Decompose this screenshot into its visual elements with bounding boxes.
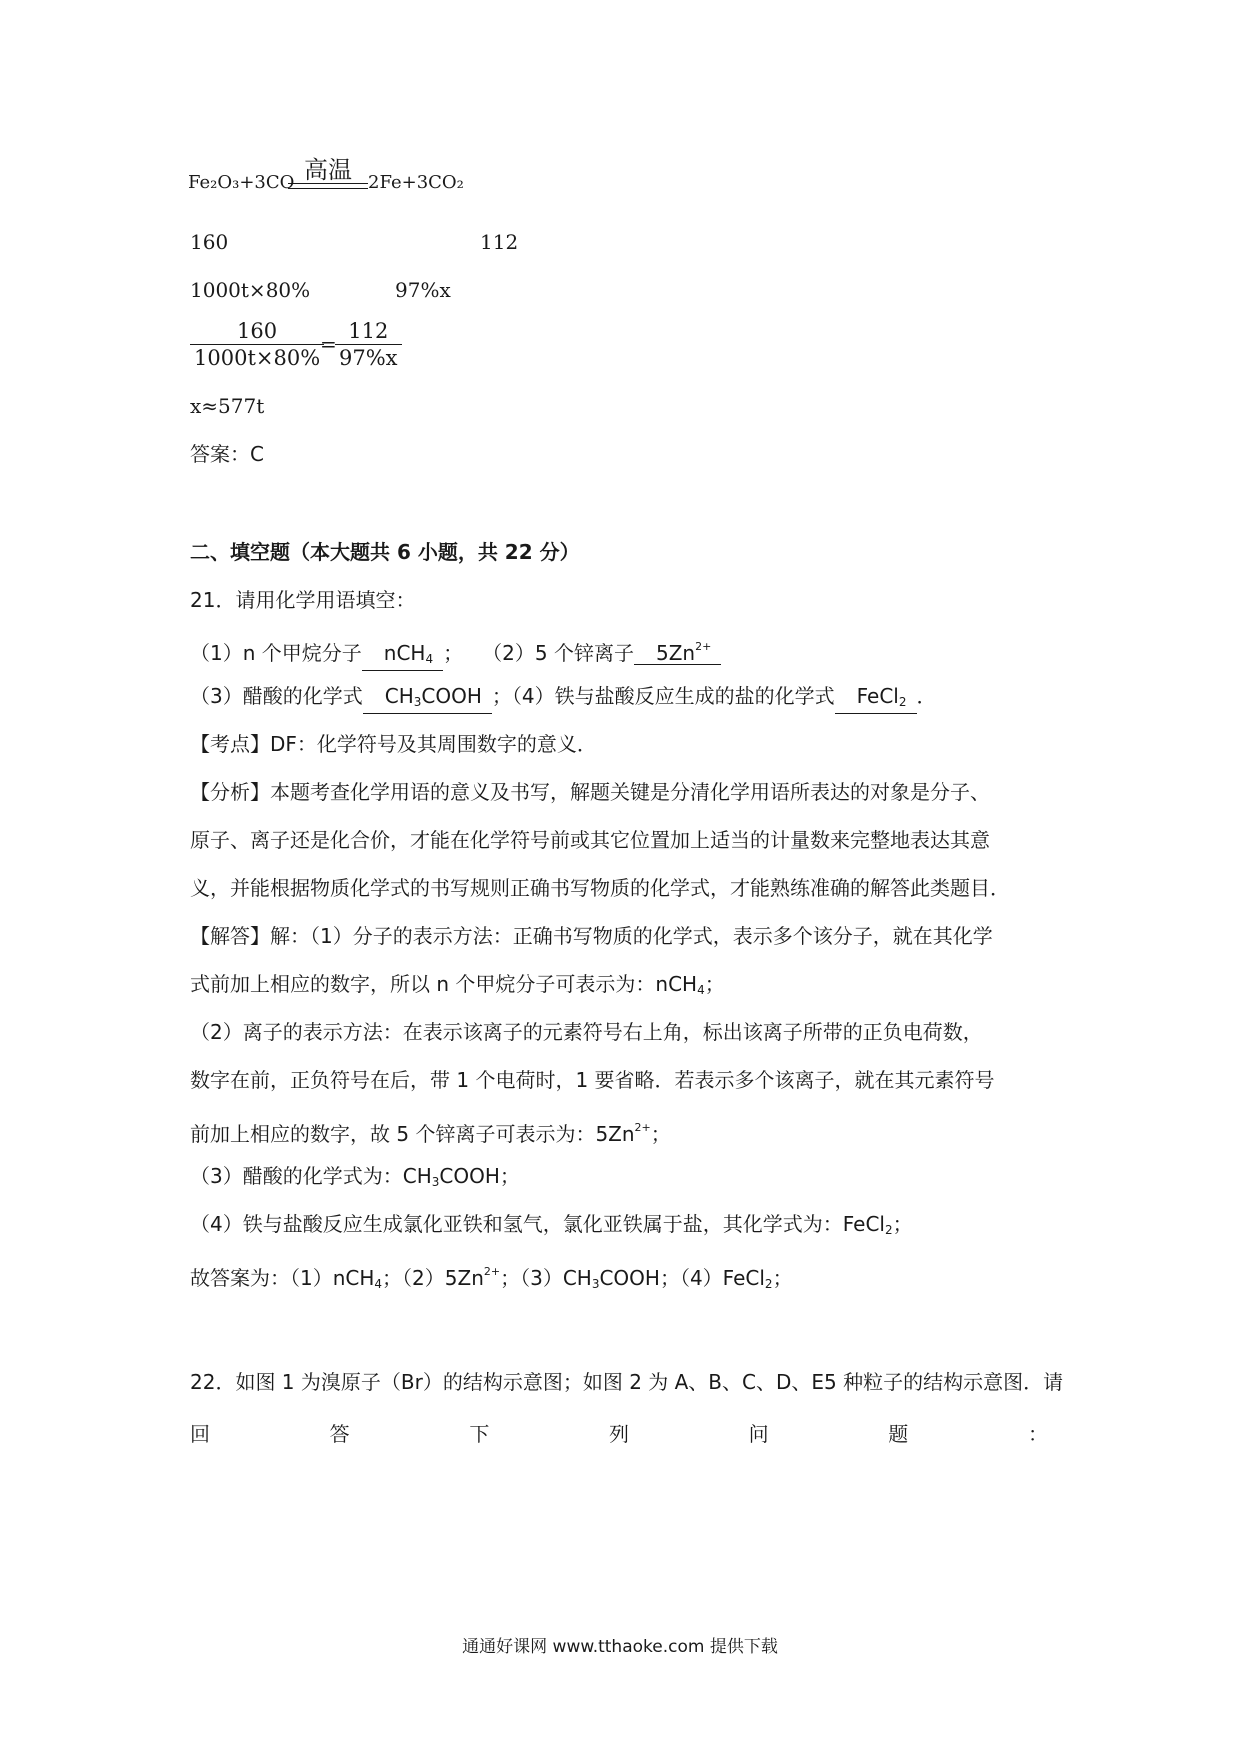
fraction-left bbox=[190, 318, 324, 371]
q21-p1-answer-blank bbox=[362, 642, 443, 671]
q21-jieda-5-end: ； bbox=[650, 1122, 671, 1146]
final-b: ；（2）5Zn bbox=[382, 1266, 484, 1290]
final-a: 故答案为：（1）nCH bbox=[190, 1266, 375, 1290]
q21-p4-answer: FeCl bbox=[856, 684, 899, 708]
q21-jieda-6 bbox=[190, 1164, 520, 1194]
q21-line-1 bbox=[190, 636, 721, 671]
q22-stem: 22．如图 1 为溴原子（Br）的结构示意图；如图 2 为 A、B、C、D、E5 种粒子的结构示意图．请 bbox=[190, 1370, 1064, 1394]
q21-fenxi-1: 【分析】本题考查化学用语的意义及书写，解题关键是分清化学用语所表达的对象是分子、 bbox=[190, 780, 990, 804]
q21-p4-answer-sub: 2 bbox=[898, 695, 907, 709]
q21-final-answer bbox=[190, 1260, 793, 1296]
q21-jieda-7 bbox=[190, 1212, 913, 1242]
fraction-left-denominator: 1000t×80% bbox=[190, 344, 324, 371]
q21-p1-answer-sub: 4 bbox=[425, 652, 434, 666]
answer-line: 答案：C bbox=[190, 442, 264, 466]
q21-p3-answer-b: COOH bbox=[421, 684, 482, 708]
q22-char: 回 bbox=[190, 1422, 210, 1446]
fraction-right bbox=[335, 318, 402, 371]
reaction-equation bbox=[188, 150, 488, 200]
q21-p4-answer-blank bbox=[835, 685, 917, 714]
q21-jieda-2-sub: 4 bbox=[697, 983, 705, 997]
ratio-row1-b: 112 bbox=[480, 230, 519, 254]
q21-p4-end: ． bbox=[916, 684, 937, 708]
final-d: COOH；（4）FeCl bbox=[599, 1266, 765, 1290]
q21-jieda-5-sup: 2+ bbox=[634, 1121, 651, 1134]
ratio-row-1 bbox=[190, 230, 519, 254]
fraction-equation bbox=[190, 318, 430, 378]
q21-jieda-6-tail: COOH； bbox=[439, 1164, 520, 1188]
final-s2: 2+ bbox=[483, 1265, 501, 1278]
q22-char: 列 bbox=[608, 1422, 629, 1446]
equation-condition: 高温 bbox=[304, 156, 352, 184]
q21-p2-answer-blank bbox=[634, 636, 721, 665]
q21-line-2 bbox=[190, 684, 937, 714]
q21-p3-answer-sub: 3 bbox=[413, 695, 422, 709]
ratio-row2-a: 1000t×80% bbox=[190, 278, 311, 302]
q21-jieda-4: 数字在前，正负符号在后，带 1 个电荷时，1 要省略．若表示多个该离子，就在其元素符号 bbox=[190, 1068, 995, 1092]
final-e: ； bbox=[772, 1266, 793, 1290]
q22-char: ： bbox=[1027, 1422, 1048, 1446]
q21-p2-answer: 5Zn bbox=[655, 641, 696, 665]
q21-p2-answer-sup: 2+ bbox=[695, 640, 712, 653]
q22-char: 答 bbox=[329, 1422, 350, 1446]
equation-double-line bbox=[288, 183, 368, 189]
final-s3: 3 bbox=[591, 1277, 600, 1291]
q21-p3-answer-blank bbox=[363, 685, 492, 714]
q21-kaodian: 【考点】DF：化学符号及其周围数字的意义． bbox=[190, 732, 597, 756]
q21-p3-answer-a: CH bbox=[384, 684, 414, 708]
q21-p4-prefix: （4）铁与盐酸反应生成的盐的化学式 bbox=[511, 684, 835, 708]
q21-jieda-5-text: 前加上相应的数字，故 5 个锌离子可表示为：5Zn bbox=[190, 1122, 635, 1146]
section-title: 二、填空题（本大题共 6 小题，共 22 分） bbox=[190, 540, 580, 564]
q22-line-2 bbox=[190, 1418, 1048, 1447]
fraction-equals: = bbox=[320, 332, 337, 356]
q21-jieda-1: 【解答】解：（1）分子的表示方法：正确书写物质的化学式，表示多个该分子，就在其化学 bbox=[190, 924, 993, 948]
q21-p1-answer: nCH bbox=[383, 641, 426, 665]
q21-jieda-7-sub: 2 bbox=[884, 1223, 893, 1237]
equation-right: 2Fe+3CO₂ bbox=[368, 172, 464, 193]
footer: 通通好课网 www.tthaoke.com 提供下载 bbox=[462, 1637, 778, 1657]
q21-fenxi-3: 义，并能根据物质化学式的书写规则正确书写物质的化学式，才能熟练准确的解答此类题目． bbox=[190, 876, 1010, 900]
q21-jieda-2 bbox=[190, 972, 725, 1002]
result-line: x≈577t bbox=[190, 394, 265, 418]
q21-p3-prefix: （3）醋酸的化学式 bbox=[190, 684, 363, 708]
q21-jieda-5 bbox=[190, 1116, 671, 1146]
fraction-left-numerator: 160 bbox=[237, 319, 278, 343]
final-s4: 2 bbox=[764, 1277, 773, 1291]
q21-p1-prefix: （1）n 个甲烷分子 bbox=[190, 641, 362, 665]
q21-jieda-6-sub: 3 bbox=[431, 1175, 440, 1189]
q21-jieda-7-end: ； bbox=[892, 1212, 913, 1236]
q21-stem: 21．请用化学用语填空： bbox=[190, 588, 416, 612]
final-s1: 4 bbox=[374, 1277, 383, 1291]
fraction-right-denominator: 97%x bbox=[335, 344, 402, 371]
q22-char: 问 bbox=[748, 1422, 769, 1446]
ratio-row2-b: 97%x bbox=[395, 278, 451, 302]
q21-jieda-6-text: （3）醋酸的化学式为：CH bbox=[190, 1164, 432, 1188]
q21-jieda-7-text: （4）铁与盐酸反应生成氯化亚铁和氢气，氯化亚铁属于盐，其化学式为：FeCl bbox=[190, 1212, 885, 1236]
q21-p3-sep: ； bbox=[491, 684, 512, 708]
q21-fenxi-2: 原子、离子还是化合价，才能在化学符号前或其它位置加上适当的计量数来完整地表达其意 bbox=[190, 828, 990, 852]
ratio-row1-a: 160 bbox=[190, 230, 229, 254]
q21-jieda-2-end: ； bbox=[704, 972, 725, 996]
q21-p1-sep: ； bbox=[443, 641, 464, 665]
fraction-right-numerator: 112 bbox=[348, 319, 389, 343]
q21-jieda-3: （2）离子的表示方法：在表示该离子的元素符号右上角，标出该离子所带的正负电荷数， bbox=[190, 1020, 983, 1044]
q22-char: 题 bbox=[888, 1422, 909, 1446]
q21-p2-prefix: （2）5 个锌离子 bbox=[482, 641, 634, 665]
q21-jieda-2-text: 式前加上相应的数字，所以 n 个甲烷分子可表示为：nCH bbox=[190, 972, 698, 996]
final-c: ；（3）CH bbox=[500, 1266, 592, 1290]
equation-left: Fe₂O₃+3CO bbox=[188, 172, 295, 193]
q22-char: 下 bbox=[469, 1422, 490, 1446]
ratio-row-2 bbox=[190, 278, 451, 302]
